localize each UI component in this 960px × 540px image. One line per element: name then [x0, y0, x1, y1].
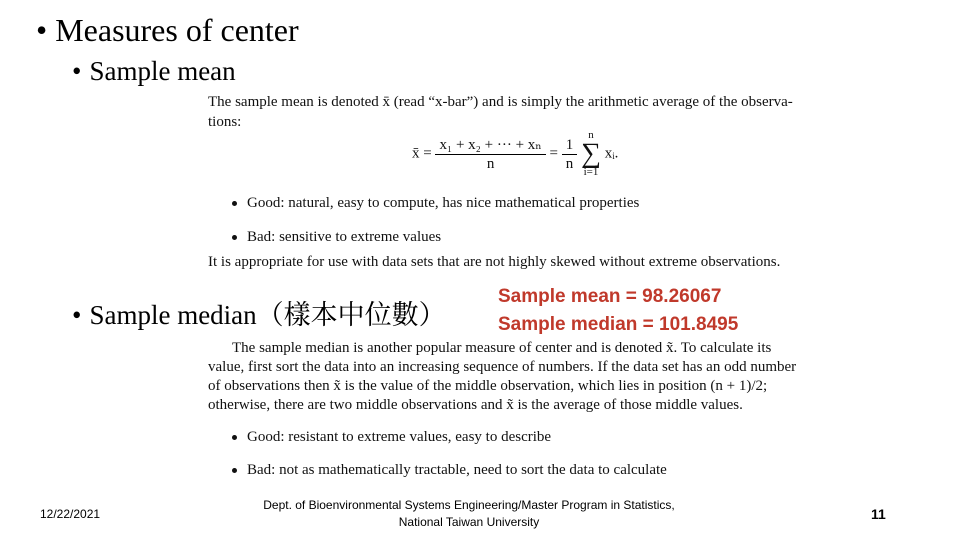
- formula-one: 1: [562, 136, 578, 155]
- median-line1: The sample median is another popular measure of center and is denoted x̃. To calculate its: [232, 340, 772, 356]
- heading-text: Measures of center: [55, 12, 299, 48]
- median-good: [232, 429, 551, 446]
- page-number: 11: [871, 506, 886, 522]
- formula-denominator: n: [486, 155, 495, 172]
- formula-tail: xᵢ.: [604, 145, 619, 162]
- median-line2: value, first sort the data into an increasing sequence of numbers. If the data set has an odd number: [208, 359, 797, 375]
- median-good-text: Good: resistant to extreme values, easy to describe: [247, 429, 552, 445]
- footer-dept-line2: National Taiwan University: [398, 515, 540, 529]
- bullet-marker: •: [72, 56, 82, 86]
- sample-median-label: Sample median（樣本中位數）: [89, 300, 446, 330]
- heading-bullet: [36, 12, 299, 49]
- median-line4: otherwise, there are two middle observations and x̃ is the average of those middle values.: [208, 397, 743, 413]
- sample-mean-value: Sample mean = 98.26067: [498, 286, 722, 307]
- median-bad-text: Bad: not as mathematically tractable, need to sort the data to calculate: [247, 462, 667, 478]
- summation: [581, 130, 601, 178]
- median-line3: of observations then x̃ is the value of the middle observation, which lies in position (n + 1)/2;: [208, 378, 768, 394]
- list-dot: [232, 468, 237, 473]
- sum-symbol: ∑: [581, 138, 601, 169]
- mean-formula: [412, 130, 618, 178]
- footer-dept-line1: Dept. of Bioenvironmental Systems Engineering/Master Program in Statistics,: [263, 498, 675, 512]
- formula-n: n: [565, 155, 574, 172]
- bullet-marker: •: [36, 12, 48, 48]
- footer-date: 12/22/2021: [40, 507, 101, 521]
- formula-equals: =: [549, 145, 558, 162]
- mean-good: [232, 195, 639, 212]
- list-dot: [232, 235, 237, 240]
- mean-good-text: Good: natural, easy to compute, has nice mathematical properties: [247, 195, 640, 211]
- formula-fraction: [435, 136, 545, 173]
- footer-department: [230, 497, 708, 531]
- mean-intro-line2: tions:: [208, 114, 242, 130]
- mean-intro-line1: The sample mean is denoted x̄ (read “x-bar”) and is simply the arithmetic average of the observa-: [208, 94, 793, 110]
- sample-mean-bullet: [72, 56, 236, 87]
- sample-median-bullet: [72, 293, 446, 332]
- formula-lhs: x̄ =: [412, 145, 432, 162]
- formula-numerator: x₁ + x₂ + ··· + xₙ: [435, 136, 545, 155]
- bullet-marker: •: [72, 300, 82, 330]
- list-dot: [232, 201, 237, 206]
- formula-one-over-n: [562, 136, 578, 173]
- sum-lower: i=1: [583, 166, 599, 178]
- sample-mean-label: Sample mean: [89, 56, 236, 86]
- sum-upper: n: [588, 129, 594, 141]
- mean-note: It is appropriate for use with data sets that are not highly skewed without extreme observations.: [208, 254, 781, 270]
- mean-bad-text: Bad: sensitive to extreme values: [247, 229, 442, 245]
- sample-median-value: Sample median = 101.8495: [498, 314, 739, 335]
- list-dot: [232, 435, 237, 440]
- mean-bad: [232, 229, 441, 246]
- stats-callout: [498, 283, 738, 339]
- median-bad: [232, 462, 667, 479]
